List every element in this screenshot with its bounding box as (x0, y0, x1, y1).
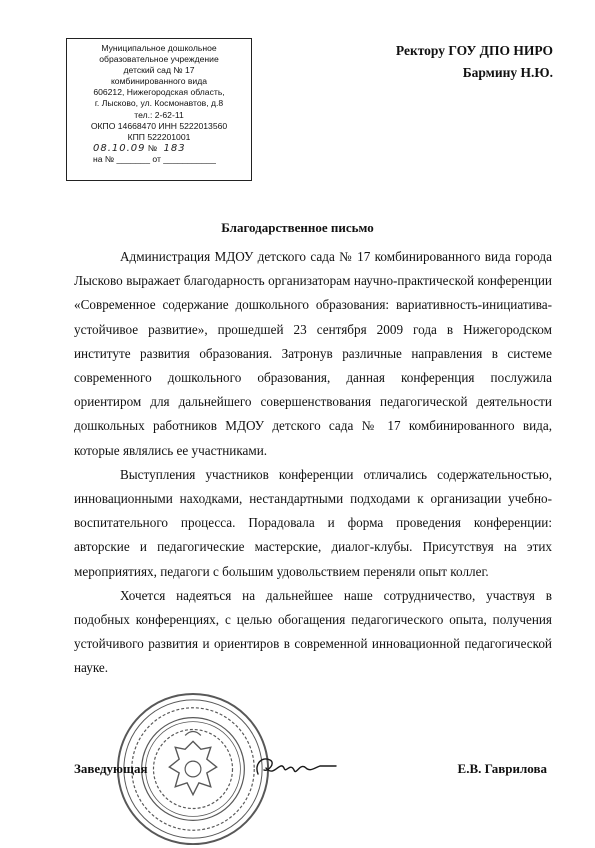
registration-line (71, 143, 247, 154)
sender-stamp-block (66, 38, 252, 181)
sender-line: тел.: 2-62-11 (134, 109, 184, 120)
sender-line: г. Лысково, ул. Космонавтов, д.8 (94, 98, 224, 109)
sender-line: детский сад № 17 (123, 65, 195, 76)
registration-date: 08.10.09 (93, 142, 146, 154)
letter-body (74, 245, 552, 681)
letter-title: Благодарственное письмо (221, 220, 374, 235)
addressee-name: Бармину Н.Ю. (462, 65, 553, 80)
handwritten-signature-icon (252, 748, 340, 788)
signatory-name: Е.В. Гаврилова (457, 761, 547, 776)
body-paragraph-2: Выступления участников конференции отличались содержательностью, инновационными находками, нестандартными подходами к организации учебно-воспитательного процесса. Порадовала и форма проведения конференции: авторские и педагогические мастерские, диалог-клубы. Присутствуя на этих мероприятиях, педагоги с большим удовольствием переняли опыт коллег. (74, 466, 552, 579)
sender-line: образовательное учреждение (99, 54, 219, 65)
addressee-block (396, 40, 553, 84)
reference-line: на № _______ от ___________ (93, 153, 216, 164)
sender-line: ОКПО 14668470 ИНН 5222013560 (90, 120, 228, 131)
body-paragraph-1: Администрация МДОУ детского сада № 17 комбинированного вида города Лысково выражает благодарность организаторам научно-практической конференции «Современное содержание дошкольного образования: вариативность-инициатива-устойчивое развитие», прошедшей 23 сентября 2009 года в Нижегородском институте развития образования. Затронув различные направления в системе современного дошкольного образования, данная конференция послужила ориентиром для дальнейшего совершенствования педагогической деятельности дошкольных работников МДОУ детского сада № 17 комбинированного вида, которые являлись ее участниками. (74, 249, 552, 458)
body-paragraph-3: Хочется надеяться на дальнейшее наше сотрудничество, участвуя в подобных конференциях, с целью обогащения педагогического опыта, получения устойчивого развития и ориентиров в современной инновационной педагогической науке. (74, 587, 552, 676)
registration-number-label: № (147, 142, 158, 153)
signature-position: Заведующая (74, 761, 148, 776)
sender-line: 606212, Нижегородская область, (93, 87, 225, 98)
registration-number: 183 (163, 142, 186, 154)
sender-line: КПП 522201001 (127, 131, 191, 142)
sender-line: комбинированного вида (110, 76, 208, 87)
addressee-position: Ректору ГОУ ДПО НИРО (395, 43, 553, 58)
sender-line: Муниципальное дошкольное (101, 43, 217, 53)
